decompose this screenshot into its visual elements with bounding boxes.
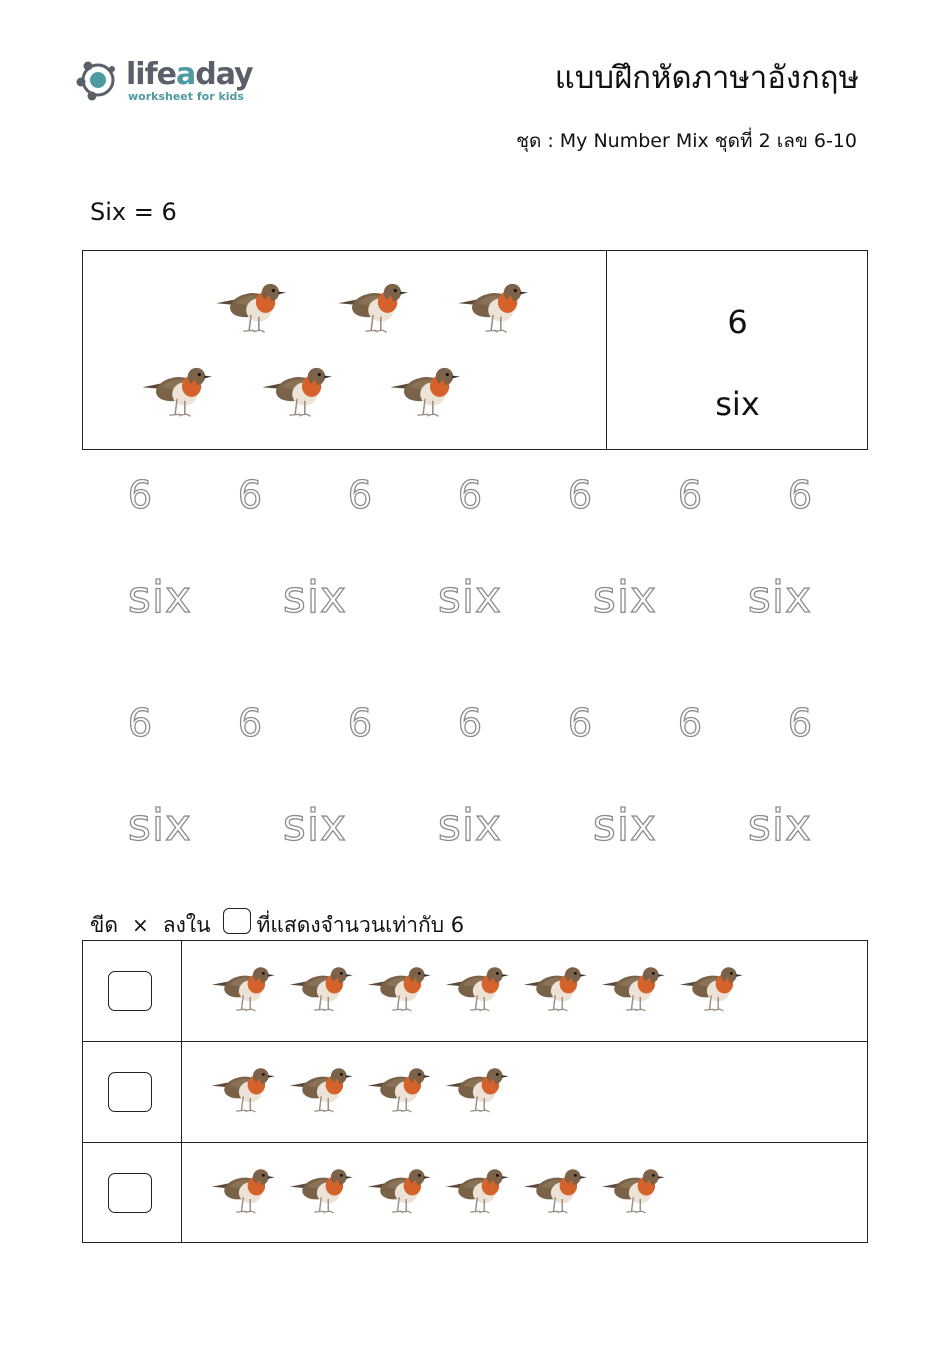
instruction-text [90, 908, 464, 940]
trace-word: six [127, 572, 193, 623]
robin-icon [456, 278, 534, 340]
instruction-part1: ขีด [90, 913, 118, 937]
trace-digit: 6 [567, 701, 593, 745]
robin-icon [214, 278, 292, 340]
robin-icon [444, 1164, 514, 1220]
answer-checkbox[interactable] [108, 971, 152, 1011]
trace-word: six [592, 800, 658, 851]
robin-icon [336, 278, 414, 340]
lifeaday-logo-icon [76, 58, 120, 102]
trace-digit: 6 [787, 701, 813, 745]
robin-icon [288, 1164, 358, 1220]
robin-icon [366, 1063, 436, 1119]
trace-digit: 6 [237, 701, 263, 745]
trace-digit: 6 [787, 473, 813, 517]
page-title: แบบฝึกหัดภาษาอังกฤษ [554, 60, 859, 96]
robin-icon [388, 362, 466, 424]
choice-table-divider [181, 940, 182, 1243]
lifeaday-logo [76, 54, 266, 106]
trace-digit: 6 [347, 701, 373, 745]
trace-digit: 6 [457, 701, 483, 745]
answer-checkbox[interactable] [108, 1072, 152, 1112]
trace-word: six [127, 800, 193, 851]
robin-icon [366, 1164, 436, 1220]
page-subtitle: ชุด : My Number Mix ชุดที่ 2 เลข 6-10 [516, 130, 857, 152]
robin-icon [522, 1164, 592, 1220]
checkbox-sample-icon [223, 908, 251, 934]
robin-icon [288, 962, 358, 1018]
answer-word: six [715, 385, 760, 423]
trace-word: six [747, 572, 813, 623]
x-mark-icon: × [132, 913, 149, 937]
trace-digit: 6 [567, 473, 593, 517]
robin-icon [444, 962, 514, 1018]
trace-word: six [282, 800, 348, 851]
trace-digit: 6 [347, 473, 373, 517]
robin-icon [288, 1063, 358, 1119]
robin-icon [678, 962, 748, 1018]
robin-icon [366, 962, 436, 1018]
robin-icon [260, 362, 338, 424]
robin-icon [444, 1063, 514, 1119]
trace-digit: 6 [127, 701, 153, 745]
choice-row-divider [82, 1142, 868, 1143]
robin-icon [600, 962, 670, 1018]
robin-icon [210, 1164, 280, 1220]
trace-word: six [437, 572, 503, 623]
choice-row-divider [82, 1041, 868, 1042]
trace-word: six [592, 572, 658, 623]
robin-icon [210, 1063, 280, 1119]
number-heading: Six = 6 [90, 198, 177, 226]
trace-digit: 6 [457, 473, 483, 517]
trace-word: six [282, 572, 348, 623]
trace-word: six [747, 800, 813, 851]
trace-word: six [437, 800, 503, 851]
logo-tagline: worksheet for kids [128, 90, 244, 103]
robin-icon [210, 962, 280, 1018]
robin-icon [522, 962, 592, 1018]
instruction-part2: ลงใน [162, 913, 211, 937]
answer-checkbox[interactable] [108, 1173, 152, 1213]
trace-digit: 6 [677, 473, 703, 517]
answer-digit: 6 [727, 303, 748, 341]
trace-digit: 6 [237, 473, 263, 517]
instruction-part3: ที่แสดงจำนวนเท่ากับ 6 [256, 913, 465, 937]
robin-icon [600, 1164, 670, 1220]
trace-digit: 6 [127, 473, 153, 517]
robin-icon [140, 362, 218, 424]
trace-digit: 6 [677, 701, 703, 745]
logo-wordmark: lifeaday [126, 57, 253, 92]
